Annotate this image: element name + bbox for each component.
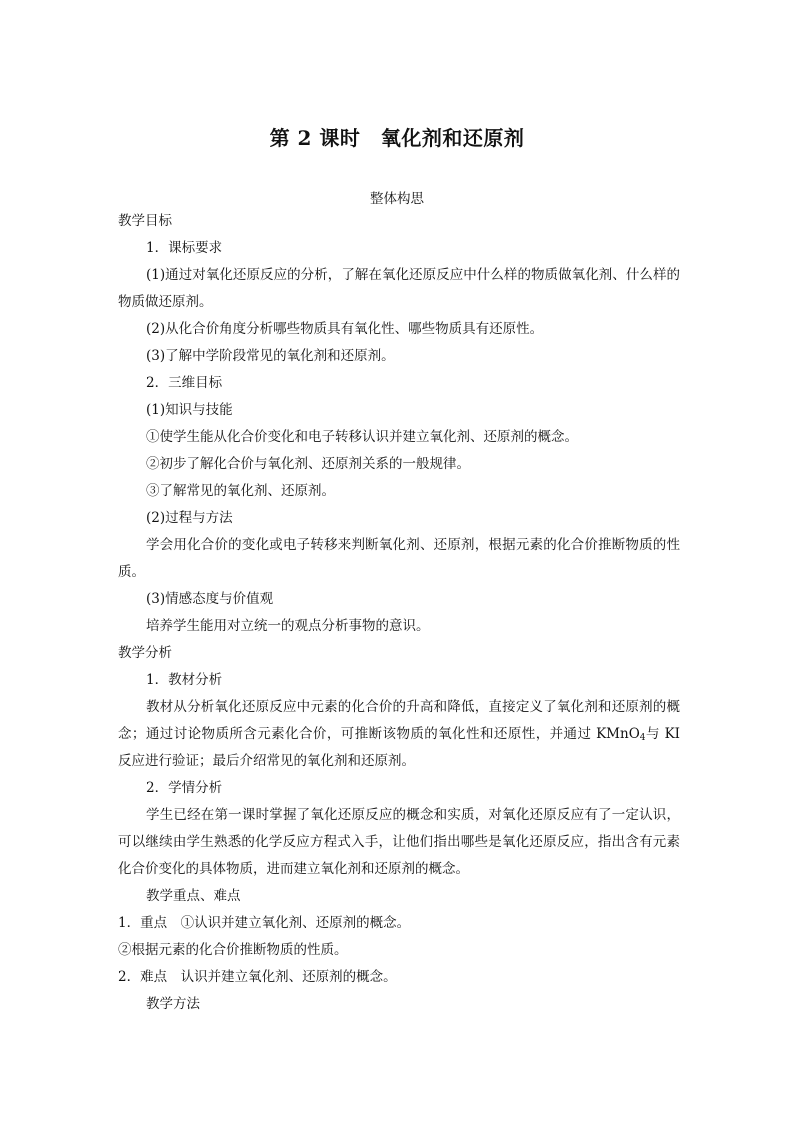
subheading-emotion: (3)情感态度与价值观 (146, 591, 274, 607)
subheading-textbook: 1．教材分析 (146, 672, 223, 688)
standard-item-1: (1)通过对氧化还原反应的分析，了解在氧化还原反应中什么样的物质做氧化剂、什么样的物质做还原剂。 (118, 267, 680, 310)
knowledge-item-2: ②初步了解化合价与氧化剂、还原剂关系的一般规律。 (146, 456, 470, 472)
standard-item-2: (2)从化合价角度分析哪些物质具有氧化性、哪些物质具有还原性。 (146, 321, 544, 337)
key-point-2: ②根据元素的化合价推断物质的性质。 (118, 942, 348, 958)
standard-item-3: (3)了解中学阶段常见的氧化剂和还原剂。 (146, 348, 395, 364)
emotion-text: 培养学生能用对立统一的观点分析事物的意识。 (146, 618, 430, 634)
subheading-method: 教学方法 (146, 996, 200, 1012)
page-subtitle: 整体构思 (370, 191, 424, 207)
student-text: 学生已经在第一课时掌握了氧化还原反应的概念和实质，对氧化还原反应有了一定认识，可以继续由学生熟悉的化学反应方程式入手，让他们指出哪些是氧化还原反应，指出含有元素化合价变化的具体物质，进而建立氧化剂和还原剂的概念。 (118, 807, 680, 877)
document-body (118, 208, 680, 1018)
textbook-text (118, 694, 680, 775)
subheading-knowledge: (1)知识与技能 (146, 402, 233, 418)
textbook-text-part-a: 教材从分析氧化还原反应中元素的化合价的升高和降低，直接定义了氧化剂和还原剂的概念；通过讨论物质所含元素化合价，可推断该物质的氧化性和还原性，并通过 KMnO (118, 699, 680, 742)
knowledge-item-3: ③了解常见的氧化剂、还原剂。 (146, 483, 335, 499)
textbook-text-part-b: 与 KI 反应进行验证；最后介绍常见的氧化剂和还原剂。 (118, 726, 680, 769)
subheading-standard: 1．课标要求 (146, 240, 223, 256)
process-text: 学会用化合价的变化或电子转移来判断氧化剂、还原剂，根据元素的化合价推断物质的性质。 (118, 537, 680, 580)
section-heading-analysis: 教学分析 (118, 645, 172, 661)
subheading-three-dim: 2．三维目标 (146, 375, 223, 391)
subheading-key-difficult: 教学重点、难点 (146, 888, 241, 904)
knowledge-item-1: ①使学生能从化合价变化和电子转移认识并建立氧化剂、还原剂的概念。 (146, 429, 578, 445)
key-point-1: 1．重点 ①认识并建立氧化剂、还原剂的概念。 (118, 915, 411, 931)
difficulty-point: 2．难点 认识并建立氧化剂、还原剂的概念。 (118, 969, 397, 985)
section-heading-goals: 教学目标 (118, 213, 172, 229)
page-title: 第 2 课时 氧化剂和还原剂 (269, 126, 525, 150)
subheading-student: 2．学情分析 (146, 780, 223, 796)
subheading-process: (2)过程与方法 (146, 510, 233, 526)
textbook-subscript: 4 (639, 733, 646, 743)
